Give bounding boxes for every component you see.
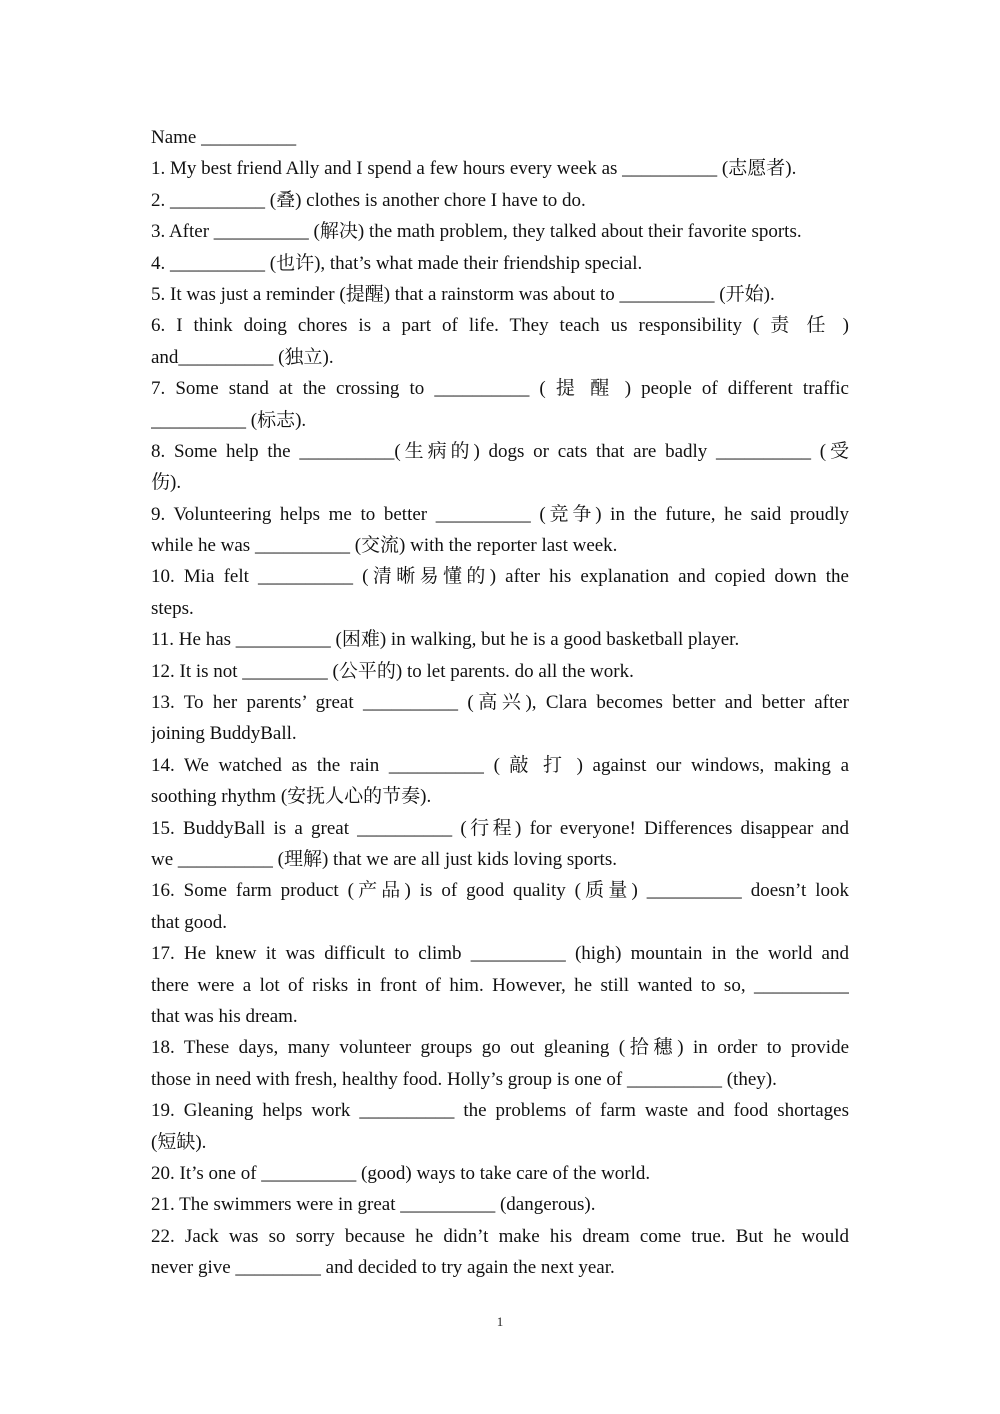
question-line: and__________ (独立). (151, 346, 334, 368)
question-line: soothing rhythm (安抚人心的节奏). (151, 786, 432, 808)
question-line: that was his dream. (151, 1005, 298, 1027)
question-line: 4. __________ (也许), that’s what made their friendship special. (151, 252, 643, 274)
question-line: 6. I think doing chores is a part of life. They teach us responsibility ( 责 任 ) (151, 315, 849, 337)
question-line: those in need with fresh, healthy food. Holly’s group is one of __________ (they). (151, 1068, 777, 1090)
question-line: there were a lot of risks in front of him. However, he still wanted to so, __________ (151, 974, 849, 996)
question-line: 11. He has __________ (困难) in walking, but he is a good basketball player. (151, 629, 740, 651)
question-line: while he was __________ (交流) with the reporter last week. (151, 535, 618, 557)
question-line: __________ (标志). (151, 409, 307, 431)
question-line: 3. After __________ (解决) the math problem, they talked about their favorite sports. (151, 221, 802, 243)
question-line: 9. Volunteering helps me to better __________ (竞争) in the future, he said proudly (151, 503, 849, 525)
question-line: joining BuddyBall. (151, 723, 297, 745)
name-line: Name __________ (151, 127, 297, 148)
question-line: 22. Jack was so sorry because he didn’t make his dream come true. But he would (151, 1225, 849, 1247)
question-line: 伤). (151, 472, 182, 494)
question-line: 15. BuddyBall is a great __________ (行程) for everyone! Differences disappear and (151, 817, 849, 839)
page-number: 1 (496, 1314, 504, 1329)
question-line: 20. It’s one of __________ (good) ways to take care of the world. (151, 1162, 651, 1184)
worksheet-content (151, 122, 849, 1283)
question-line: never give _________ and decided to try again the next year. (151, 1257, 615, 1279)
question-line: steps. (151, 597, 194, 619)
question-line: 2. __________ (叠) clothes is another chore I have to do. (151, 189, 586, 211)
question-line: 19. Gleaning helps work __________ the problems of farm waste and food shortages (151, 1100, 849, 1122)
question-line: that good. (151, 911, 227, 933)
question-line: 16. Some farm product (产品) is of good quality (质量) __________ doesn’t look (151, 880, 849, 902)
question-line: 12. It is not _________ (公平的) to let parents. do all the work. (151, 660, 634, 682)
question-line: (短缺). (151, 1131, 207, 1153)
question-line: 5. It was just a reminder (提醒) that a rainstorm was about to __________ (开始). (151, 283, 775, 305)
question-line: 18. These days, many volunteer groups go out gleaning (拾穗) in order to provide (151, 1037, 849, 1059)
question-line: we __________ (理解) that we are all just kids loving sports. (151, 848, 617, 870)
question-line: 7. Some stand at the crossing to __________ ( 提 醒 ) people of different traffic (151, 378, 849, 400)
question-line: 14. We watched as the rain __________ ( 敲 打 ) against our windows, making a (151, 754, 849, 776)
question-line: 17. He knew it was difficult to climb __________ (high) mountain in the world and (151, 943, 849, 965)
question-line: 1. My best friend Ally and I spend a few hours every week as __________ (志愿者). (151, 158, 797, 180)
question-line: 10. Mia felt __________ (清晰易懂的) after his explanation and copied down the (151, 566, 849, 588)
question-line: 21. The swimmers were in great __________ (dangerous). (151, 1194, 596, 1216)
question-lines (151, 153, 849, 1283)
question-line: 8. Some help the __________(生病的) dogs or cats that are badly __________ (受 (151, 440, 849, 462)
question-line: 13. To her parents’ great __________ (高兴), Clara becomes better and better after (151, 692, 849, 714)
